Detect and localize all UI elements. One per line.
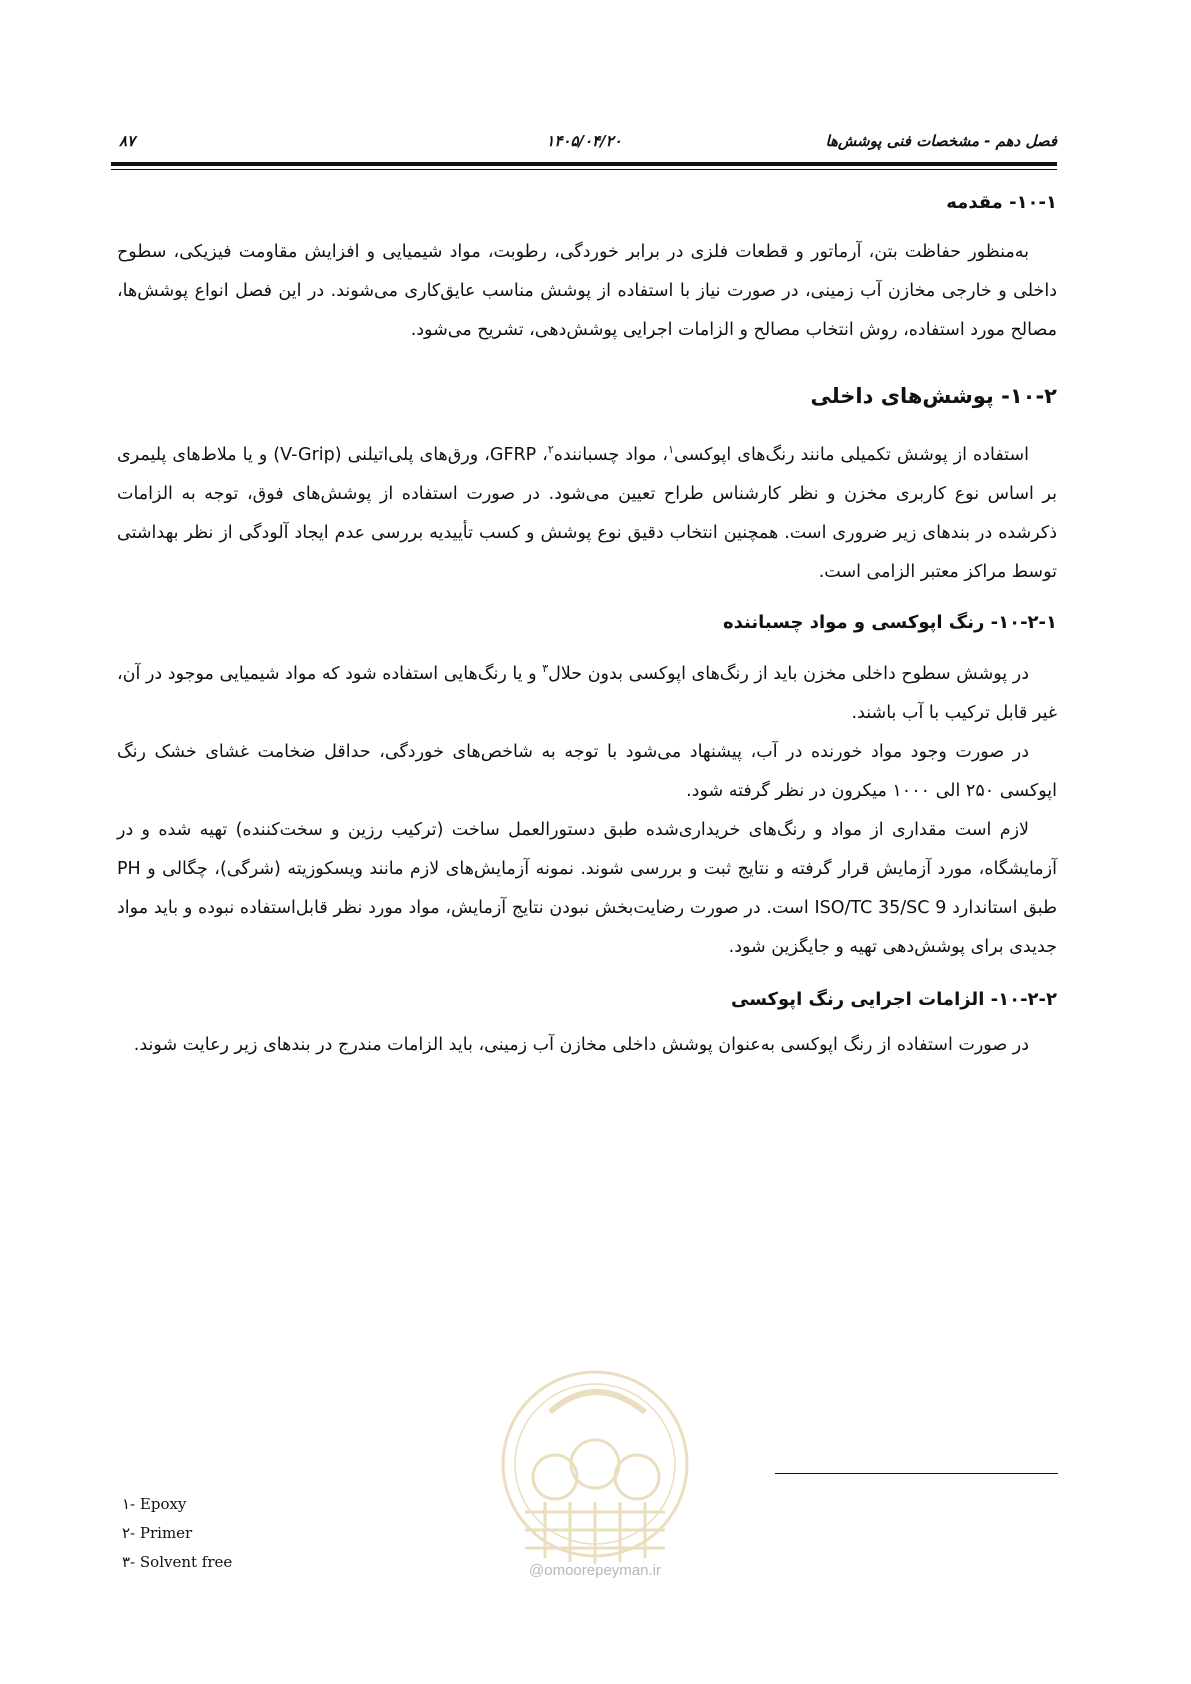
footnote-2: ۲- Primer (122, 1524, 193, 1542)
text-run: ، (536, 444, 548, 465)
section-heading-epoxy-requirements: ۱۰-۲-۲- الزامات اجرایی رنگ اپوکسی (731, 988, 1057, 1010)
intro-paragraph: به‌منظور حفاظت بتن، آرماتور و قطعات فلزی در برابر خوردگی، رطوبت، مواد شیمیایی و افزایش مقاومت فیزیکی، سطوح داخلی و خارجی مخازن آب زمینی، در صورت نیاز با استفاده از پوشش مناسب عایق‌کاری می‌شوند. در این فصل انواع پوشش‌ها، مصالح مورد استفاده، روش انتخاب مصالح و الزامات اجرایی پوشش‌دهی، تشریح می‌شود. (117, 242, 1057, 340)
footnotes (122, 1490, 422, 1577)
epoxy-requirements-paragraph: در صورت استفاده از رنگ اپوکسی به‌عنوان پوشش داخلی مخازن آب زمینی، باید الزامات مندرج در بندهای زیر رعایت شوند. (133, 1034, 1029, 1055)
epoxy-paragraph-3 (117, 811, 1057, 967)
footnote-1: ۱- Epoxy (122, 1495, 187, 1513)
footnote-ref-1: ۱ (668, 443, 674, 456)
page-number: ۸۷ (119, 132, 136, 150)
page-header (111, 128, 1057, 158)
page-body (117, 192, 1057, 1065)
header-rule-thin (111, 169, 1057, 170)
text-run: در پوشش سطوح داخلی مخزن باید از رنگ‌های اپوکسی بدون حلال (548, 663, 1029, 684)
section-heading-intro: ۱۰-۱- مقدمه (946, 192, 1057, 213)
latin-term: GFRP (489, 444, 537, 465)
internal-coatings-paragraph (117, 430, 1057, 592)
text-run: ، مواد چسباننده (553, 444, 669, 465)
header-rule (111, 162, 1057, 166)
chapter-title: فصل دهم - مشخصات فنی پوشش‌ها (825, 132, 1057, 150)
text-run: و یا ملاط‌های پلیمری بر اساس نوع کاربری مخزن و نظر کارشناس طراح تعیین می‌شود. در صورت استفاده از پوشش‌های فوق، توجه به الزامات ذکرشده در بندهای زیر ضروری است. همچنین انتخاب دقیق نوع پوشش و کسب تأییدیه بررسی عدم ایجاد آلودگی از نظر بهداشتی توسط مراکز معتبر الزامی است. (117, 444, 1057, 582)
footnote-ref-3: ۳ (542, 661, 549, 675)
section-heading-epoxy-paint: ۱۰-۲-۱- رنگ اپوکسی و مواد چسباننده (722, 611, 1057, 633)
text-run: طبق استاندارد (946, 897, 1057, 918)
epoxy-paragraph-2: در صورت وجود مواد خورنده در آب، پیشنهاد می‌شود با توجه به شاخص‌های خوردگی، حداقل ضخامت غشای خشک رنگ اپوکسی ۲۵۰ الی ۱۰۰۰ میکرون در نظر گرفته شود. (117, 741, 1057, 801)
epoxy-paragraph-1 (117, 649, 1057, 733)
footnote-rule (775, 1473, 1058, 1474)
footnote-3: ۳- Solvent free (122, 1553, 233, 1571)
text-run: استفاده از پوشش تکمیلی مانند رنگ‌های اپوکسی (673, 444, 1029, 465)
text-run: ، ورق‌های پلی‌اتیلنی (341, 444, 490, 465)
latin-term: ISO/TC 35/SC 9 (814, 897, 947, 918)
text-run: است. در صورت رضایت‌بخش نبودن نتایج آزمایش، مواد مورد نظر قابل‌استفاده نبوده و باید مواد جدیدی برای پوشش‌دهی تهیه و جایگزین شود. (117, 897, 1057, 957)
text-run: لازم است مقداری از مواد و رنگ‌های خریداری‌شده طبق دستورالعمل ساخت (ترکیب رزین و سخت‌کننده) تهیه شده و در آزمایشگاه، مورد آزمایش قرار گرفته و نتایج ثبت و بررسی شوند. نمونه آزمایش‌های لازم مانند ویسکوزیته (شرگی)، چگالی و (117, 819, 1057, 879)
watermark-seal-logo (495, 1352, 695, 1582)
section-heading-internal-coatings: ۱۰-۲- پوشش‌های داخلی (810, 384, 1057, 408)
watermark-url: @omoorepeyman.ir (529, 1562, 661, 1579)
footnote-ref-2: ۲ (547, 443, 554, 456)
latin-term: PH (117, 858, 141, 879)
text-run: و یا رنگ‌هایی استفاده شود که مواد شیمیایی موجود در آن، غیر قابل ترکیب با آب باشند. (117, 663, 1057, 723)
latin-term: (V-Grip) (273, 444, 342, 465)
header-date: ۱۴۰۵/۰۴/۲۰ (546, 132, 622, 150)
